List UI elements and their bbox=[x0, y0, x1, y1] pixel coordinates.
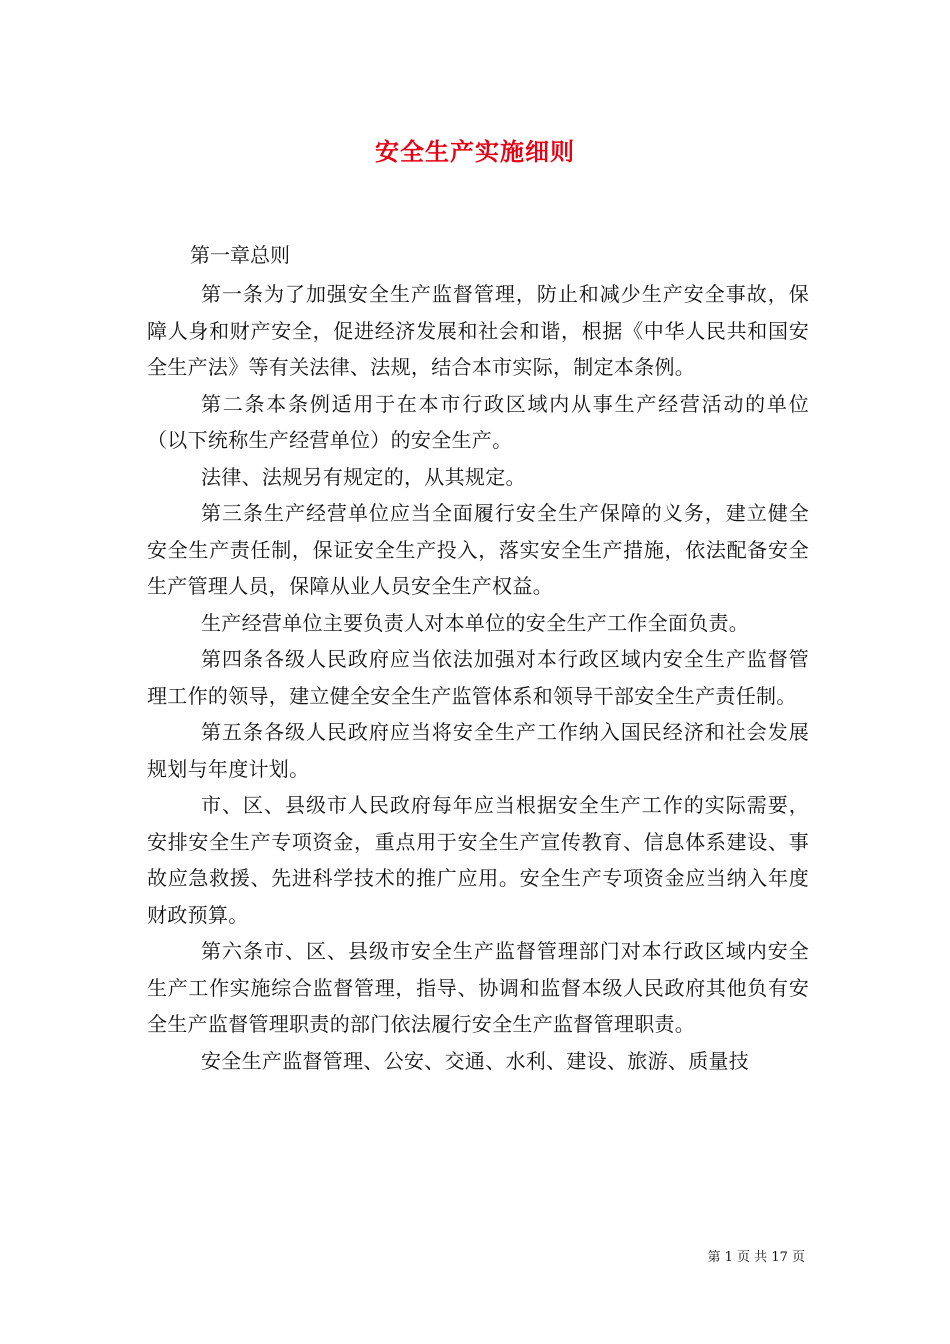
paragraph-article-3-note: 生产经营单位主要负责人对本单位的安全生产工作全面负责。 bbox=[201, 610, 750, 635]
paragraph-article-5: 第五条各级人民政府应当将安全生产工作纳入国民经济和社会发展规划与年度计划。 bbox=[147, 720, 809, 781]
paragraph-article-4: 第四条各级人民政府应当依法加强对本行政区域内安全生产监督管理工作的领导，建立健全安全生产监管体系和领导干部安全生产责任制。 bbox=[147, 647, 809, 708]
paragraph-article-6-departments: 安全生产监督管理、公安、交通、水利、建设、旅游、质量技 bbox=[201, 1048, 750, 1073]
paragraph-article-3: 第三条生产经营单位应当全面履行安全生产保障的义务，建立健全安全生产责任制，保证安全生产投入，落实安全生产措施，依法配备安全生产管理人员，保障从业人员安全生产权益。 bbox=[147, 501, 809, 598]
page-title: 安全生产实施细则 bbox=[375, 137, 575, 166]
page-number: 第 1 页 共 17 页 bbox=[707, 1250, 805, 1265]
chapter-heading: 第一章总则 bbox=[190, 243, 290, 267]
paragraph-article-6: 第六条市、区、县级市安全生产监督管理部门对本行政区域内安全生产工作实施综合监督管理，指导、协调和监督本级人民政府其他负有安全生产监督管理职责的部门依法履行安全生产监督管理职责。 bbox=[147, 939, 809, 1036]
paragraph-article-2: 第二条本条例适用于在本市行政区域内从事生产经营活动的单位（以下统称生产经营单位）的安全生产。 bbox=[147, 391, 809, 452]
paragraph-article-1: 第一条为了加强安全生产监督管理，防止和减少生产安全事故，保障人身和财产安全，促进经济发展和社会和谐，根据《中华人民共和国安全生产法》等有关法律、法规，结合本市实际，制定本条例。 bbox=[147, 282, 809, 379]
body-text bbox=[147, 276, 809, 1079]
paragraph-article-5-funding: 市、区、县级市人民政府每年应当根据安全生产工作的实际需要，安排安全生产专项资金，重点用于安全生产宣传教育、信息体系建设、事故应急救援、先进科学技术的推广应用。安全生产专项资金应当纳入年度财政预算。 bbox=[147, 793, 809, 927]
paragraph-article-2-note: 法律、法规另有规定的，从其规定。 bbox=[201, 464, 526, 489]
